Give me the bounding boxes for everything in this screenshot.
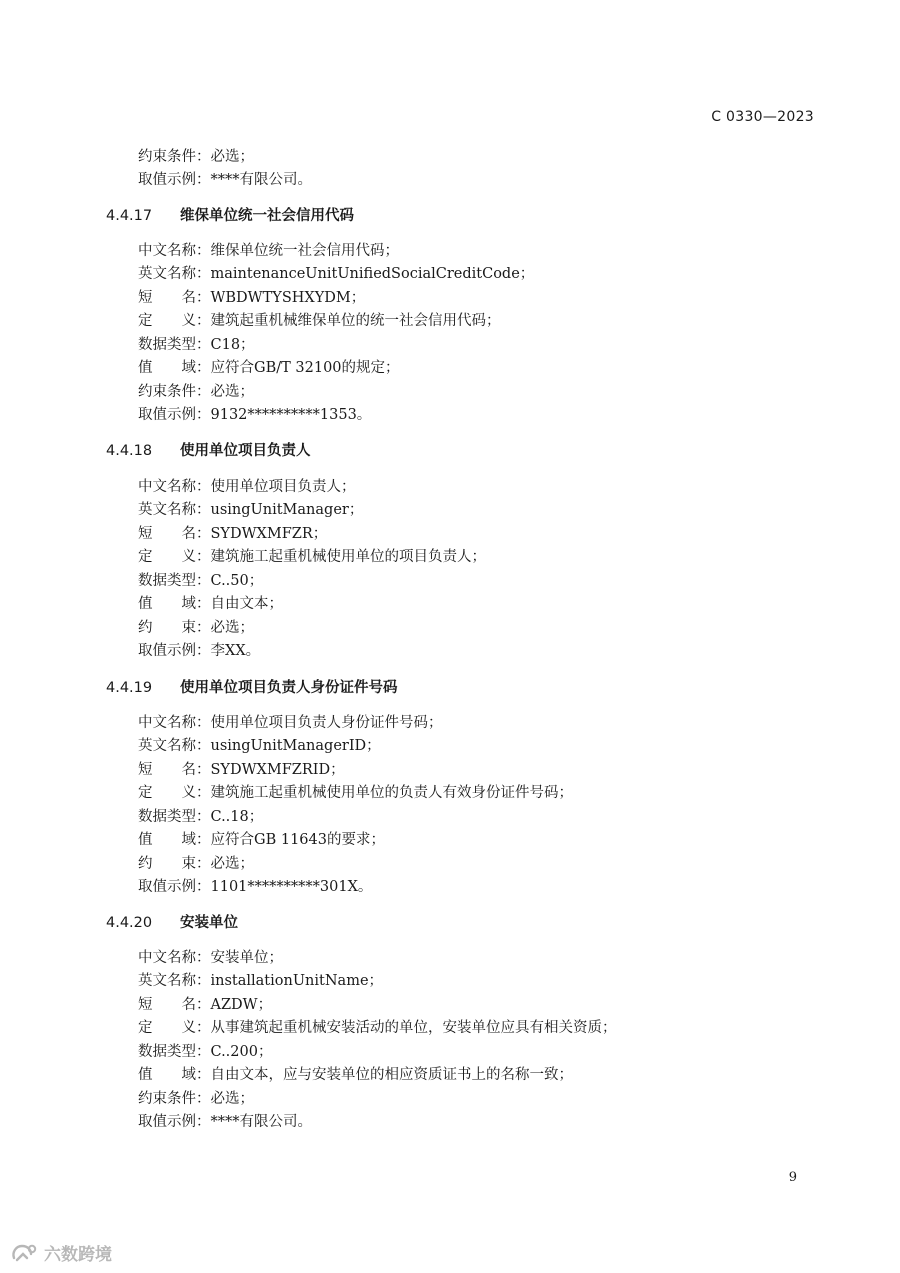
field-line: 约束条件：必选； bbox=[138, 149, 254, 165]
field-line: 约束条件：必选； bbox=[138, 384, 254, 400]
field-line: 英文名称：installationUnitName； bbox=[138, 973, 384, 989]
field-line: 约 束：必选； bbox=[138, 620, 254, 636]
field-line: 取值示例：李XX。 bbox=[138, 643, 261, 659]
page-number: 9 bbox=[788, 1170, 797, 1185]
watermark-logo-icon bbox=[10, 1242, 38, 1264]
field-line: 中文名称：维保单位统一社会信用代码； bbox=[138, 243, 399, 259]
field-line: 取值示例：****有限公司。 bbox=[138, 1114, 312, 1130]
field-line: 约 束：必选； bbox=[138, 856, 254, 872]
standard-code: C 0330—2023 bbox=[711, 109, 814, 125]
watermark bbox=[10, 1240, 112, 1265]
section-number: 4.4.18 bbox=[106, 443, 153, 459]
field-line: 定 义：建筑施工起重机械使用单位的项目负责人； bbox=[138, 549, 486, 565]
field-line: 值 域：自由文本，应与安装单位的相应资质证书上的名称一致； bbox=[138, 1067, 573, 1083]
field-line: 英文名称：usingUnitManagerID； bbox=[138, 738, 381, 754]
field-line: 英文名称：maintenanceUnitUnifiedSocialCreditCode； bbox=[138, 266, 535, 282]
field-line: 中文名称：安装单位； bbox=[138, 950, 283, 966]
field-line: 数据类型：C..50； bbox=[138, 573, 264, 589]
field-line: 取值示例：1101**********301X。 bbox=[138, 879, 373, 895]
field-line: 中文名称：使用单位项目负责人； bbox=[138, 479, 356, 495]
section-title: 安装单位 bbox=[180, 915, 238, 931]
section-heading bbox=[106, 912, 238, 934]
watermark-text: 六数跨境 bbox=[44, 1245, 112, 1265]
field-line: 数据类型：C..18； bbox=[138, 809, 264, 825]
section-number: 4.4.17 bbox=[106, 208, 153, 224]
field-line: 值 域：自由文本； bbox=[138, 596, 283, 612]
field-line: 短 名：SYDWXMFZR； bbox=[138, 526, 328, 542]
section-heading bbox=[106, 205, 354, 227]
section-heading bbox=[106, 440, 311, 462]
field-line: 短 名：AZDW； bbox=[138, 997, 273, 1013]
field-line: 数据类型：C18； bbox=[138, 337, 255, 353]
field-line: 英文名称：usingUnitManager； bbox=[138, 502, 364, 518]
field-line: 短 名：WBDWTYSHXYDM； bbox=[138, 290, 366, 306]
field-line: 取值示例：9132**********1353。 bbox=[138, 407, 372, 423]
section-heading bbox=[106, 677, 398, 699]
section-title: 使用单位项目负责人 bbox=[180, 443, 311, 459]
field-line: 约束条件：必选； bbox=[138, 1091, 254, 1107]
section-number: 4.4.19 bbox=[106, 680, 153, 696]
section-title: 使用单位项目负责人身份证件号码 bbox=[180, 680, 398, 696]
section-number: 4.4.20 bbox=[106, 915, 153, 931]
field-line: 定 义：建筑施工起重机械使用单位的负责人有效身份证件号码； bbox=[138, 785, 573, 801]
field-line: 定 义：建筑起重机械维保单位的统一社会信用代码； bbox=[138, 313, 501, 329]
field-line: 短 名：SYDWXMFZRID； bbox=[138, 762, 345, 778]
field-line: 数据类型：C..200； bbox=[138, 1044, 273, 1060]
field-line: 值 域：应符合GB 11643的要求； bbox=[138, 832, 385, 848]
field-line: 值 域：应符合GB/T 32100的规定； bbox=[138, 360, 400, 376]
field-line: 定 义：从事建筑起重机械安装活动的单位，安装单位应具有相关资质； bbox=[138, 1020, 617, 1036]
section-title: 维保单位统一社会信用代码 bbox=[180, 208, 354, 224]
field-line: 取值示例：****有限公司。 bbox=[138, 172, 312, 188]
field-line: 中文名称：使用单位项目负责人身份证件号码； bbox=[138, 715, 443, 731]
